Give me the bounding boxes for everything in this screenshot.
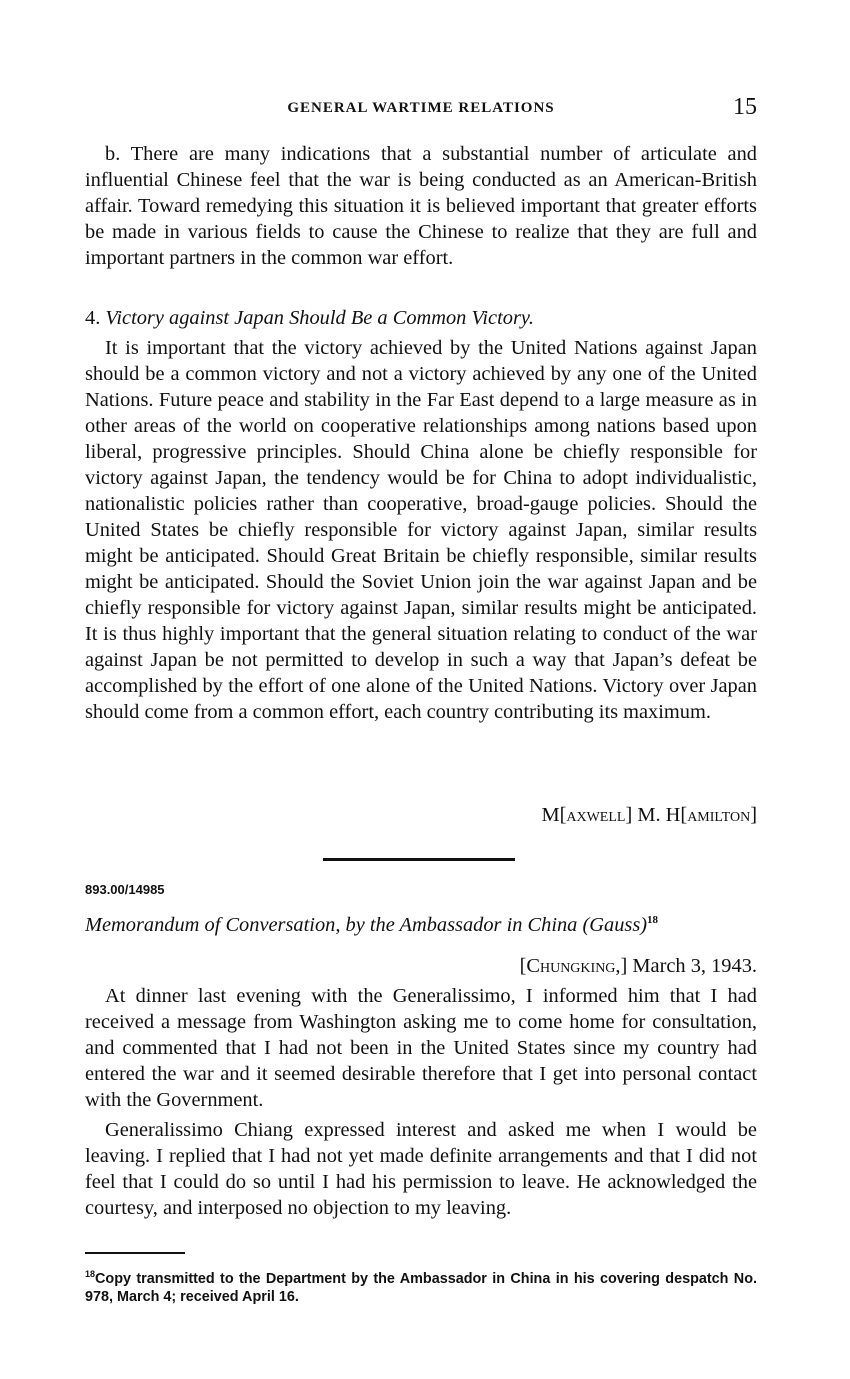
paragraph-b xyxy=(85,141,757,271)
signature-part: amilton xyxy=(687,804,751,826)
dateline: [Chungking,] March 3, 1943. xyxy=(519,955,757,977)
footnote-rule xyxy=(85,1252,185,1254)
dateline-date: March 3, 1943. xyxy=(632,955,757,977)
page-number: 15 xyxy=(733,94,757,120)
memo-paragraph-1: At dinner last evening with the Generalissimo, I informed him that I had received a message from Washington asking me to come home for consultation, and commented that I had not been in the United States since my country had entered the war and it seemed desirable therefore that I get into personal contact with the Government. xyxy=(85,985,757,1111)
signature xyxy=(541,802,757,828)
signature-part: axwell xyxy=(566,804,626,826)
section-4-heading xyxy=(85,305,534,331)
footnote-ref: 18 xyxy=(647,914,659,926)
running-head-title: GENERAL WARTIME RELATIONS xyxy=(287,100,555,116)
footnote-number: 18 xyxy=(85,1269,96,1279)
running-head xyxy=(85,94,757,124)
file-number: 893.00/14985 xyxy=(85,882,165,897)
signature-part: ] xyxy=(750,804,757,826)
signature-part: M[ xyxy=(541,804,567,826)
section-divider xyxy=(323,858,515,861)
dateline-place: Chungking, xyxy=(526,955,621,977)
section-4-body-text: It is important that the victory achieved by the United Nations against Japan should be a common victory and not a victory achieved by any one of the United Nations. Future peace and stability in the Far East depend to a large measure as in other areas of the world on cooperative relationships among nations based upon liberal, progressive principles. Should China alone be chiefly responsible for victory against Japan, the tendency would be for China to adopt individualistic, nationalistic policies rather than cooperative, broad-gauge policies. Should the United States be chiefly responsible for victory against Japan, similar results might be anticipated. Should Great Britain be chiefly responsible, similar results might be anticipated. Should the Soviet Union join the war against Japan and be chiefly responsible for victory against Japan, similar results might be anticipated. It is thus highly important that the general situation relating to conduct of the war against Japan be not permitted to develop in such a way that Japan’s defeat be accomplished by the effort of one alone of the United Nations. Victory over Japan should come from a common effort, each country contributing its maximum. xyxy=(85,337,757,723)
footnote xyxy=(85,1265,757,1306)
memo-paragraph-2: Generalissimo Chiang expressed interest and asked me when I would be leaving. I replied that I had not yet made definite arrangements and that I did not feel that I could do so until I had his permission to leave. He acknowledged the courtesy, and interposed no objection to my leaving. xyxy=(85,1119,757,1219)
signature-part: ] M. H[ xyxy=(625,804,688,826)
section-4-number: 4. xyxy=(85,307,101,329)
memo-title-text: Memorandum of Conversation, by the Ambassador in China (Gauss) xyxy=(85,913,648,936)
memo-body xyxy=(85,983,757,1221)
section-4-body xyxy=(85,335,757,725)
memo-title xyxy=(85,906,658,939)
paragraph-b-text: b. There are many indications that a substantial number of articulate and influential Chinese feel that the war is being conducted as an American-British affair. Toward remedying this situation it is believed important that greater efforts be made in various fields to cause the Chinese to realize that they are full and important partners in the common war effort. xyxy=(85,143,757,269)
section-4-title: Victory against Japan Should Be a Common Victory. xyxy=(105,307,534,329)
footnote-text: Copy transmitted to the Department by the Ambassador in China in his covering despatch No. 978, March 4; received April 16. xyxy=(85,1270,757,1305)
